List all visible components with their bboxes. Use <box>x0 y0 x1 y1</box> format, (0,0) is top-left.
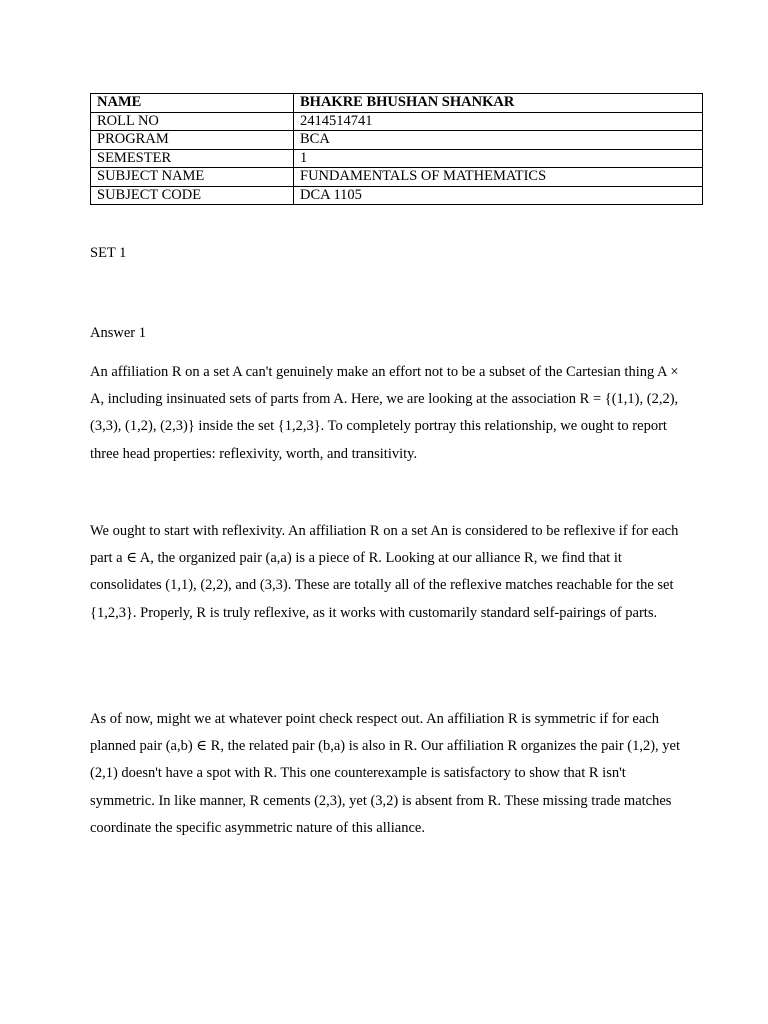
document-page <box>90 93 703 836</box>
subject-code-value: DCA 1105 <box>294 186 703 205</box>
program-value: BCA <box>294 131 703 150</box>
subject-name-label: SUBJECT NAME <box>91 168 294 187</box>
name-label: NAME <box>91 94 294 113</box>
semester-label: SEMESTER <box>91 149 294 168</box>
program-label: PROGRAM <box>91 131 294 150</box>
subject-code-label: SUBJECT CODE <box>91 186 294 205</box>
table-row <box>91 94 703 113</box>
table-row <box>91 186 703 205</box>
semester-value: 1 <box>294 149 703 168</box>
table-row <box>91 112 703 131</box>
paragraph-intro: An affiliation R on a set A can't genuinely make an effort not to be a subset of the Cartesian thing A × A, including insinuated sets of parts from A. Here, we are looking at the association R = {(1,1), (2,2), (3,3), (1,2), (2,3)} inside the set {1,2,3}. To completely portray this relationship, we ought to report three head properties: reflexivity, worth, and transitivity. <box>90 364 679 462</box>
table-row <box>91 168 703 187</box>
student-info-table <box>90 93 703 205</box>
paragraph-symmetry: As of now, might we at whatever point check respect out. An affiliation R is symmetric if for each planned pair (a,b) ∈ R, the related pair (b,a) is also in R. Our affiliation R organizes the pair (1,2), yet (2,1) doesn't have a spot with R. This one counterexample is satisfactory to show that R isn't symmetric. In like manner, R cements (2,3), yet (3,2) is absent from R. These missing trade matches coordinate the specific asymmetric nature of this alliance. <box>90 711 681 836</box>
paragraph-reflexivity: We ought to start with reflexivity. An affiliation R on a set An is considered to be reflexive if for each part a ∈ A, the organized pair (a,a) is a piece of R. Looking at our alliance R, we find that it consolidates (1,1), (2,2), and (3,3). These are totally all of the reflexive matches reachable for the set {1,2,3}. Properly, R is truly reflexive, as it works with customarily standard self-pairings of parts. <box>90 523 679 621</box>
roll-no-value: 2414514741 <box>294 112 703 131</box>
set-heading: SET 1 <box>90 245 127 261</box>
name-value: BHAKRE BHUSHAN SHANKAR <box>294 94 703 113</box>
subject-name-value: FUNDAMENTALS OF MATHEMATICS <box>294 168 703 187</box>
roll-no-label: ROLL NO <box>91 112 294 131</box>
table-row <box>91 149 703 168</box>
answer-heading: Answer 1 <box>90 325 146 341</box>
table-row <box>91 131 703 150</box>
